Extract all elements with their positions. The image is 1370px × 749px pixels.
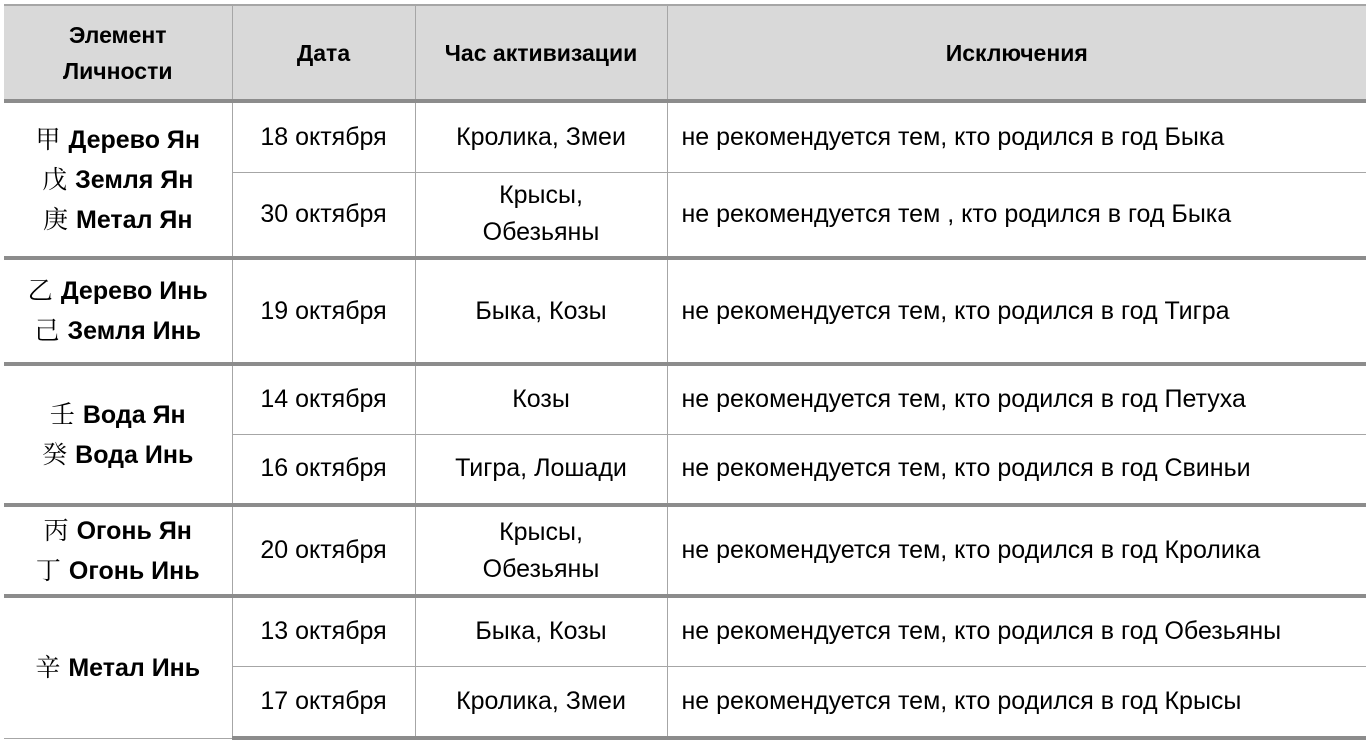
- exception-cell: не рекомендуется тем, кто родился в год Петуха: [667, 364, 1366, 434]
- exception-cell: не рекомендуется тем, кто родился в год Кролика: [667, 505, 1366, 596]
- hanzi-glyph: 己: [34, 316, 60, 345]
- date-cell: 20 октября: [232, 505, 415, 596]
- hour-cell: Крысы, Обезьяны: [415, 172, 667, 258]
- date-cell: 30 октября: [232, 172, 415, 258]
- date-cell: 16 октября: [232, 434, 415, 505]
- exception-cell: не рекомендуется тем, кто родился в год Крысы: [667, 666, 1366, 738]
- element-cell: [4, 505, 232, 596]
- table-row: [4, 505, 1366, 596]
- hanzi-glyph: 辛: [35, 652, 61, 682]
- hanzi-glyph: 丁: [35, 555, 61, 585]
- element-name: Дерево Инь: [60, 277, 208, 305]
- exception-cell: не рекомендуется тем, кто родился в год Обезьяны: [667, 596, 1366, 666]
- element-cell: [4, 101, 232, 258]
- hanzi-glyph: 壬: [49, 399, 75, 429]
- table-row: [4, 101, 1366, 172]
- element-name: Дерево Ян: [68, 125, 201, 154]
- element-cell: [4, 258, 232, 364]
- element-name: Метал Инь: [68, 653, 201, 682]
- hour-cell: Кролика, Змеи: [415, 101, 667, 172]
- date-cell: 13 октября: [232, 596, 415, 666]
- exception-cell: не рекомендуется тем, кто родился в год Быка: [667, 101, 1366, 172]
- table-row: [4, 596, 1366, 666]
- hour-cell: Крысы, Обезьяны: [415, 505, 667, 596]
- header-exceptions: Исключения: [667, 5, 1366, 101]
- element-name: Вода Инь: [75, 440, 194, 469]
- header-element: Элемент Личности: [4, 5, 232, 101]
- date-cell: 14 октября: [232, 364, 415, 434]
- hanzi-glyph: 丙: [43, 515, 69, 545]
- table-row: [4, 364, 1366, 434]
- element-name: Земля Инь: [67, 317, 202, 345]
- date-cell: 17 октября: [232, 666, 415, 738]
- element-cell: [4, 596, 232, 738]
- header-hour: Час активизации: [415, 5, 667, 101]
- exception-cell: не рекомендуется тем , кто родился в год Быка: [667, 172, 1366, 258]
- hanzi-glyph: 庚: [43, 204, 69, 234]
- table-row: [4, 258, 1366, 364]
- exception-cell: не рекомендуется тем, кто родился в год Свиньи: [667, 434, 1366, 505]
- date-cell: 18 октября: [232, 101, 415, 172]
- hour-cell: Кролика, Змеи: [415, 666, 667, 738]
- activation-table: [4, 4, 1366, 740]
- table-header-row: [4, 5, 1366, 101]
- element-name: Вода Ян: [82, 400, 186, 429]
- element-name: Земля Ян: [75, 165, 194, 194]
- hour-cell: Тигра, Лошади: [415, 434, 667, 505]
- hour-cell: Быка, Козы: [415, 258, 667, 364]
- hanzi-glyph: 乙: [27, 276, 53, 305]
- hanzi-glyph: 甲: [35, 124, 61, 154]
- hour-cell: Козы: [415, 364, 667, 434]
- hanzi-glyph: 癸: [42, 439, 68, 469]
- exception-cell: не рекомендуется тем, кто родился в год Тигра: [667, 258, 1366, 364]
- element-cell: [4, 364, 232, 505]
- element-name: Огонь Ян: [76, 516, 192, 545]
- element-name: Метал Ян: [76, 205, 193, 234]
- header-date: Дата: [232, 5, 415, 101]
- hanzi-glyph: 戊: [42, 164, 68, 194]
- hour-cell: Быка, Козы: [415, 596, 667, 666]
- date-cell: 19 октября: [232, 258, 415, 364]
- element-name: Огонь Инь: [68, 556, 200, 585]
